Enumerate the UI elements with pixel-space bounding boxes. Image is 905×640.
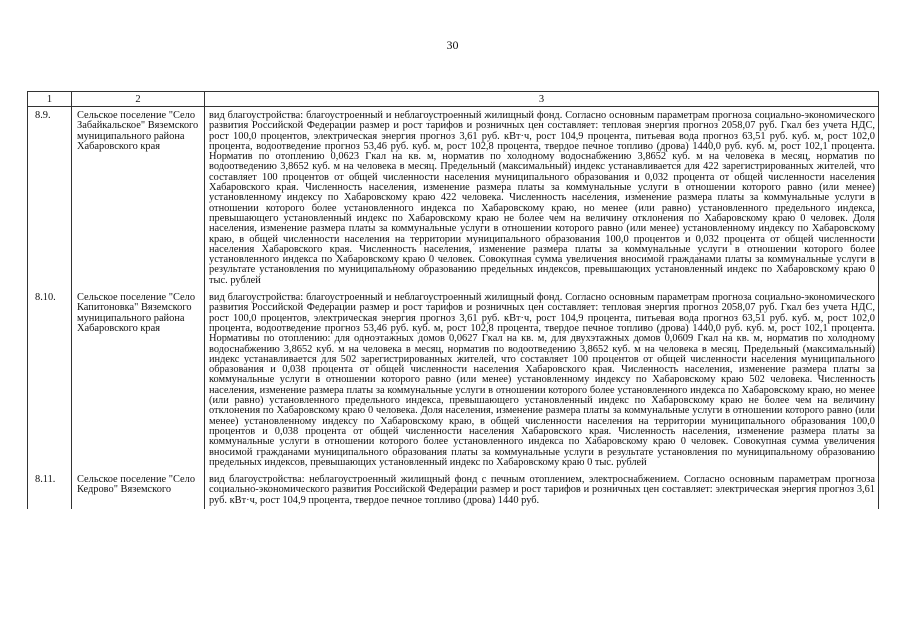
row-description: вид благоустройства: благоустроенный и неблагоустроенный жилищный фонд. Согласно основным параметрам прогноза социально-экономического развития Российской Федерации размер и рост тарифов и розничных цен составляет: тепловая энергия прогноз 2058,07 руб. Гкал без учета НДС, рост 100,0 процентов, электрическая энергия прогноз 3,61 руб. кВт·ч, рост 104,9 процента, питьевая вода прогноз 63,51 руб. куб. м, рост 102,0 процента, водоотведение прогноз 53,46 руб. куб. м, рост 102,8 процента, твердое печное топливо (дрова) 1440,0 руб. куб. м, рост 102,1 процента. Норматив по отоплению 0,0623 Гкал на кв. м, норматив по холодному водоснабжению 3,8652 куб. м на человека в месяц, норматив по водоотведению 3,8652 куб. м на человека в месяц. Предельный (максимальный) индекс устанавливается для 422 зарегистрированных жителей, что составляет 100 процентов от общей численности населения муниципального образования и 0,032 процента от общей численности населения Хабаровского края. Численность населения, изменение размера платы за коммунальные услуги в отношении которого равно (или менее) установленному индексу по Хабаровскому краю 422 человека. Численность населения, изменение размера платы за коммунальные услуги в отношении которого более установленного индекса по Хабаровскому краю, но менее (или равно) установленного предельного индекса, превышающего установленный индекс по Хабаровскому краю не более чем на величину отклонения по Хабаровскому краю 0 человек. Доля населения, изменение размера платы за коммунальные услуги в отношении которого равно (или менее) установленному индексу по Хабаровскому краю, в общей численности населения на территории муниципального образования 100,0 процентов и 0,032 процента от общей численности населения Хабаровского края. Численность населения, изменение размера платы за коммунальные услуги в отношении которого более установленного индекса по Хабаровскому краю 0 человек. Совокупная сумма увеличения вносимой гражданами платы за коммунальные услуги в результате установления по муниципальному образованию предельных индексов, превышающих установленный индекс по Хабаровскому краю 0 тыс. рублей bbox=[205, 107, 879, 290]
settlement-name: Сельское поселение "Село Забайкальское" Вяземского муниципального района Хабаровского края bbox=[72, 107, 205, 290]
page-number: 30 bbox=[446, 38, 459, 52]
row-description: вид благоустройства: благоустроенный и неблагоустроенный жилищный фонд. Согласно основным параметрам прогноза социально-экономического развития Российской Федерации размер и рост тарифов и розничных цен составляет: тепловая энергия прогноз 2058,07 руб. Гкал без учета НДС, рост 100,0 процентов, электрическая энергия прогноз 3,61 руб. кВт·ч, рост 104,9 процента, питьевая вода прогноз 63,51 руб. куб. м, рост 102,0 процента, водоотведение прогноз 53,46 руб. куб. м, рост 102,8 процента, твердое печное топливо (дрова) 1440,0 руб. куб. м, рост 102,1 процента. Нормативы по отоплению: для одноэтажных домов 0,0627 Гкал на кв. м, для двухэтажных домов 0,0609 Гкал на кв. м, норматив по холодному водоснабжению 3,8652 куб. м на человека в месяц, норматив по водоотведению 3,8652 куб. м на человека в месяц. Предельный (максимальный) индекс устанавливается для 502 зарегистрированных жителей, что составляет 100 процентов от общей численности населения муниципального образования и 0,038 процента от общей численности населения Хабаровского края. Численность населения, изменение размера платы за коммунальные услуги в отношении которого равно (или менее) установленному индексу по Хабаровскому краю 502 человека. Численность населения, изменение размера платы за коммунальные услуги в отношении которого более установленного индекса по Хабаровскому краю, но менее (или равно) установленного предельного индекса, превышающего установленный индекс по Хабаровскому краю не более чем на величину отклонения по Хабаровскому краю 0 человека. Доля населения, изменение размера платы за коммунальные услуги в отношении которого равно (или менее) установленному индексу по Хабаровскому краю, в общей численности населения на территории муниципального образования 100,0 процентов и 0,038 процента от общей численности населения Хабаровского края. Численность населения, изменение размера платы за коммунальные услуги в отношении которого более установленного индекса по Хабаровскому краю 0 человек. Совокупная сумма увеличения вносимой гражданами муниципального образования платы за коммунальные услуги в результате установления по муниципальному образованию предельных индексов, превышающих установленный индекс по Хабаровскому краю 0 тыс. рублей bbox=[205, 289, 879, 471]
row-number: 8.10. bbox=[28, 289, 72, 471]
table-row bbox=[28, 107, 879, 290]
column-header-1: 1 bbox=[28, 92, 72, 107]
table-header-row bbox=[28, 92, 879, 107]
column-header-3: 3 bbox=[205, 92, 879, 107]
column-header-2: 2 bbox=[72, 92, 205, 107]
row-description: вид благоустройства: неблагоустроенный жилищный фонд с печным отоплением, электроснабжением. Согласно основным параметрам прогноза социально-экономического развития Российской Федерации размер и рост тарифов и розничных цен составляет: электрическая энергия прогноз 3,61 руб. кВт·ч, рост 104,9 процента, твердое печное топливо (дрова) 1440 руб. bbox=[205, 471, 879, 509]
settlement-name: Сельское поселение "Село Капитоновка" Вяземского муниципального района Хабаровского края bbox=[72, 289, 205, 471]
row-number: 8.11. bbox=[28, 471, 72, 509]
settlement-name: Сельское поселение "Село Кедрово" Вяземского bbox=[72, 471, 205, 509]
tariff-table bbox=[27, 91, 879, 509]
table-row bbox=[28, 289, 879, 471]
row-number: 8.9. bbox=[28, 107, 72, 290]
table-row bbox=[28, 471, 879, 509]
